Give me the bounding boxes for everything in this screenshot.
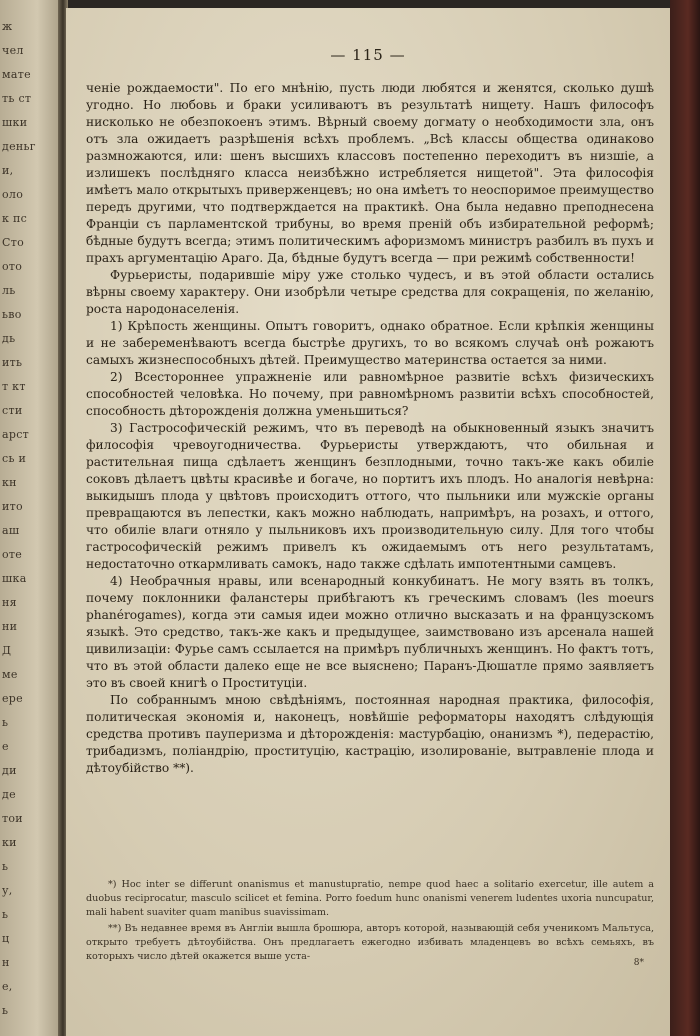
facing-page-line: шки (2, 116, 28, 129)
page-number: — 115 — (330, 46, 406, 64)
footnote-1: *) Hoc inter se differunt onanismus et manustupratio, nempe quod haec a solitario exercetur, ille autem a duobus reciprocatur, masculo scilicet et femina. Porro foedum hunc onanismi venerem ludentes uxoria nuncupatur, mali habent suaviter quam manibus suavissimam. (86, 879, 654, 918)
facing-page-line: кн (2, 476, 17, 489)
facing-page-line: ж (2, 20, 13, 33)
facing-page-line: сти (2, 404, 23, 417)
facing-page-line: арст (2, 428, 30, 441)
book-page (66, 8, 670, 1036)
facing-page-line: ере (2, 692, 23, 705)
facing-page-line: к пс (2, 212, 28, 225)
facing-page-line: ме (2, 668, 18, 681)
facing-page-line: чел (2, 44, 24, 57)
facing-page-line: ц (2, 932, 10, 945)
facing-page-line: оте (2, 548, 23, 561)
facing-page-line: у, (2, 884, 13, 897)
signature-mark: 8* (633, 958, 644, 968)
footnotes (86, 878, 654, 966)
facing-page-line: оло (2, 188, 24, 201)
facing-page-line: и, (2, 164, 14, 177)
facing-page-line: ьво (2, 308, 22, 321)
facing-page-line: аш (2, 524, 20, 537)
facing-page-line: ня (2, 596, 17, 609)
facing-page-line: дь (2, 332, 16, 345)
paragraph-7: По собраннымъ мною свѣдѣніямъ, постоянная народная практика, философія, политическая экономія и, наконецъ, новѣйшіе реформаторы находятъ слѣдующія средства противъ пауперизма и дѣторожденія: мастурбацію, онанизмъ *), педерастію, трибадизмъ, поліандрію, проституцію, кастрацію, изолированіе, вытравленіе плода и дѣтоубійство **). (86, 693, 654, 775)
facing-page-line: ни (2, 620, 18, 633)
paragraph-1: ченіе рождаемости". По его мнѣнію, пусть люди любятся и женятся, сколько душѣ угодно. Но любовь и браки усиливаютъ въ результатѣ нищету. Нашъ философъ нисколько не обезпокоенъ этимъ. Вѣрный своему догмату о необходимости зла, онъ отъ зла ожидаетъ разрѣшенія всѣхъ проблемъ. „Всѣ классы общества одинаково размножаются, или: шенъ высшихъ классовъ постепенно переходитъ въ низшіе, а излишекъ послѣдняго класса неизбѣжно истребляется нищетой". Эта философія имѣетъ мало открытыхъ приверженцевъ; но она имѣетъ то неоспоримое преимущество передъ другими, что подтверждается на практикѣ. Она была недавно преподнесена Франціи съ парламентской трибуны, во время преній объ избирательной реформѣ; бѣдные будутъ всегда; этимъ политическимъ афоризмомъ министръ разбилъ въ пухъ и прахъ аргументацію Араго. Да, бѣдные будутъ всегда — при режимѣ собственности! (86, 81, 654, 265)
facing-page-line: т кт (2, 380, 26, 393)
facing-page-line: е, (2, 980, 13, 993)
facing-page-line: ото (2, 260, 23, 273)
facing-page-line: Сто (2, 236, 25, 249)
facing-page-line: мате (2, 68, 31, 81)
facing-page-line: шка (2, 572, 27, 585)
facing-page-line: деньг (2, 140, 36, 153)
facing-page-line: ито (2, 500, 23, 513)
paragraph-6: 4) Необрачныя нравы, или всенародный конкубинатъ. Не могу взять въ толкъ, почему поклонники фаланстеры прибѣгаютъ къ греческимъ словамъ (les moeurs phanérogames), когда эти самыя идеи можно отлично высказать и на французскомъ языкѣ. Это средство, такъ-же какъ и предыдущее, заимствовано изъ арсенала нашей цивилизаціи: Фурье самъ ссылается на примѣръ публичныхъ женщинъ. Но фактъ тотъ, что въ этой области далеко еще не все выяснено; Паранъ-Дюшатле прямо заявляетъ это въ своей книгѣ о Проституціи. (86, 574, 654, 690)
facing-page-line: ки (2, 836, 17, 849)
main-text (86, 80, 654, 777)
facing-page-line: ть ст (2, 92, 32, 105)
book-cover-edge (670, 0, 700, 1036)
facing-page-line: ль (2, 284, 16, 297)
facing-page-line: ди (2, 764, 17, 777)
facing-page-line: Д (2, 644, 12, 657)
facing-page-line: де (2, 788, 16, 801)
paragraph-4: 2) Всестороннее упражненіе или равномѣрное развитіе всѣхъ физическихъ способностей человѣка. Но почему, при равномѣрномъ развитіи всѣхъ способностей, способность дѣторожденія должна уменьшиться? (86, 370, 654, 418)
facing-page-line: ь (2, 908, 9, 921)
facing-page-line: тои (2, 812, 23, 825)
facing-page-line: ь (2, 716, 9, 729)
facing-page-line: ь (2, 860, 9, 873)
facing-page-line: сь и (2, 452, 27, 465)
facing-page-fragment (0, 0, 62, 1036)
footnote-2: **) Въ недавнее время въ Англіи вышла брошюра, авторъ которой, называющій себя ученикомъ Мальтуса, открыто требуетъ дѣтоубійства. Онъ предлагаетъ ежегодно избивать младенцевъ во всѣхъ семьяхъ, въ которыхъ число дѣтей окажется выше уста- (86, 923, 654, 962)
facing-page-line: ь (2, 1004, 9, 1017)
paragraph-5: 3) Гастрософическій режимъ, что въ переводѣ на обыкновенный языкъ значитъ философія чревоугодничества. Фурьеристы утверждаютъ, что обильная и растительная пища сдѣлаетъ женщинъ безплодными, точно такъ-же какъ обиліе соковъ дѣлаетъ цвѣты красивѣе и богаче, но портитъ ихъ плодъ. Но аналогія невѣрна: выкидышъ плода у цвѣтовъ происходитъ оттого, что пыльники или мужскіе органы превращаются въ лепестки, какъ можно наблюдать, напримѣръ, на розахъ, и оттого, что обиліе влаги отняло у пыльниковъ ихъ производительную силу. Для того чтобы гастрософическій режимъ привелъ къ ожидаемымъ отъ него результатамъ, недостаточно откармливать самокъ, надо также сдѣлать импотентными самцевъ. (86, 421, 654, 571)
paragraph-3: 1) Крѣпость женщины. Опытъ говоритъ, однако обратное. Если крѣпкія женщины и не забеременѣваютъ всегда быстрѣе другихъ, то во всякомъ случаѣ онѣ рожаютъ самыхъ жизнеспособныхъ дѣтей. Преимущество материнства остается за ними. (86, 319, 654, 367)
facing-page-line: ить (2, 356, 23, 369)
facing-page-line: е (2, 740, 9, 753)
facing-page-line: н (2, 956, 10, 969)
paragraph-2: Фурьеристы, подарившіе міру уже столько чудесъ, и въ этой области остались вѣрны своему характеру. Они изобрѣли четыре средства для сокращенія, по желанію, роста народонаселенія. (86, 268, 654, 316)
